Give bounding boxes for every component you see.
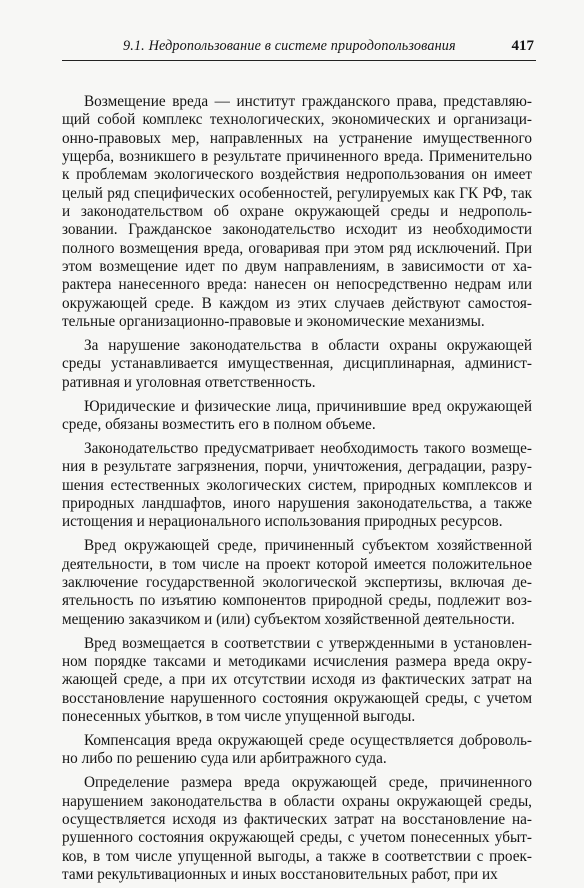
page-header	[62, 38, 536, 61]
running-head: 9.1. Недропользование в системе природопользования	[123, 38, 456, 54]
paragraph: Законодательство предусматривает необходимость такого возмещения в результате загрязнения, порчи, уничтожения, деградации, разрушения естественных экологических систем, природных комплексов и природных ландшафтов, иного нарушения законодательства, а также истощения и нерационального использования природных ресурсов.	[62, 439, 532, 531]
paragraph: За нарушение законодательства в области охраны окружающей среды устанавливается имущественная, дисциплинарная, административная и уголовная ответственность.	[62, 337, 532, 391]
paragraph: Юридические и физические лица, причинившие вред окружающей среде, обязаны возместить его в полном объеме.	[62, 397, 532, 434]
paragraph: Вред окружающей среде, причиненный субъектом хозяйственной деятельности, в том числе на проект которой имеется положительное заключение государственной экологической экспертизы, включая деятельность по изъятию компонентов природной среды, подлежит возмещению заказчиком и (или) субъектом хозяйственной деятельности.	[62, 537, 532, 628]
page-number: 417	[511, 38, 534, 54]
body-text	[62, 93, 532, 884]
paragraph: Вред возмещается в соответствии с утвержденными в установленном порядке таксами и методиками исчисления размера вреда окружающей среде, а при их отсутствии исходя из фактических затрат на восстановление нарушенного состояния окружающей среды, с учетом понесенных убытков, в том числе упущенной выгоды.	[62, 634, 532, 725]
paragraph: Компенсация вреда окружающей среде осуществляется добровольно либо по решению суда или арбитражного суда.	[62, 731, 532, 768]
paragraph: Определение размера вреда окружающей среде, причиненного нарушением законодательства в области охраны окружающей среды, осуществляется исходя из фактических затрат на восстановление нарушенного состояния окружающей среды, с учетом понесенных убытков, в том числе упущенной выгоды, а также в соответствии с проектами рекультивационных и иных восстановительных работ, при их	[62, 774, 532, 883]
paragraph: Возмещение вреда — институт гражданского права, представляющий собой комплекс технологических, экономических и организационно-правовых мер, направленных на устранение имущественного ущерба, возникшего в результате причиненного вреда. Применительно к проблемам экологического воздействия недропользования он имеет целый ряд специфических особенностей, регулируемых как ГК РФ, так и законодательством об охране окружающей среды и недропользовании. Гражданское законодательство исходит из необходимости полного возмещения вреда, оговаривая при этом ряд исключений. При этом возмещение идет по двум направлениям, в зависимости от характера нанесенного вреда: нанесен он непосредственно недрам или окружающей среде. В каждом из этих случаев действуют самостоятельные организационно-правовые и экономические механизмы.	[62, 93, 532, 331]
